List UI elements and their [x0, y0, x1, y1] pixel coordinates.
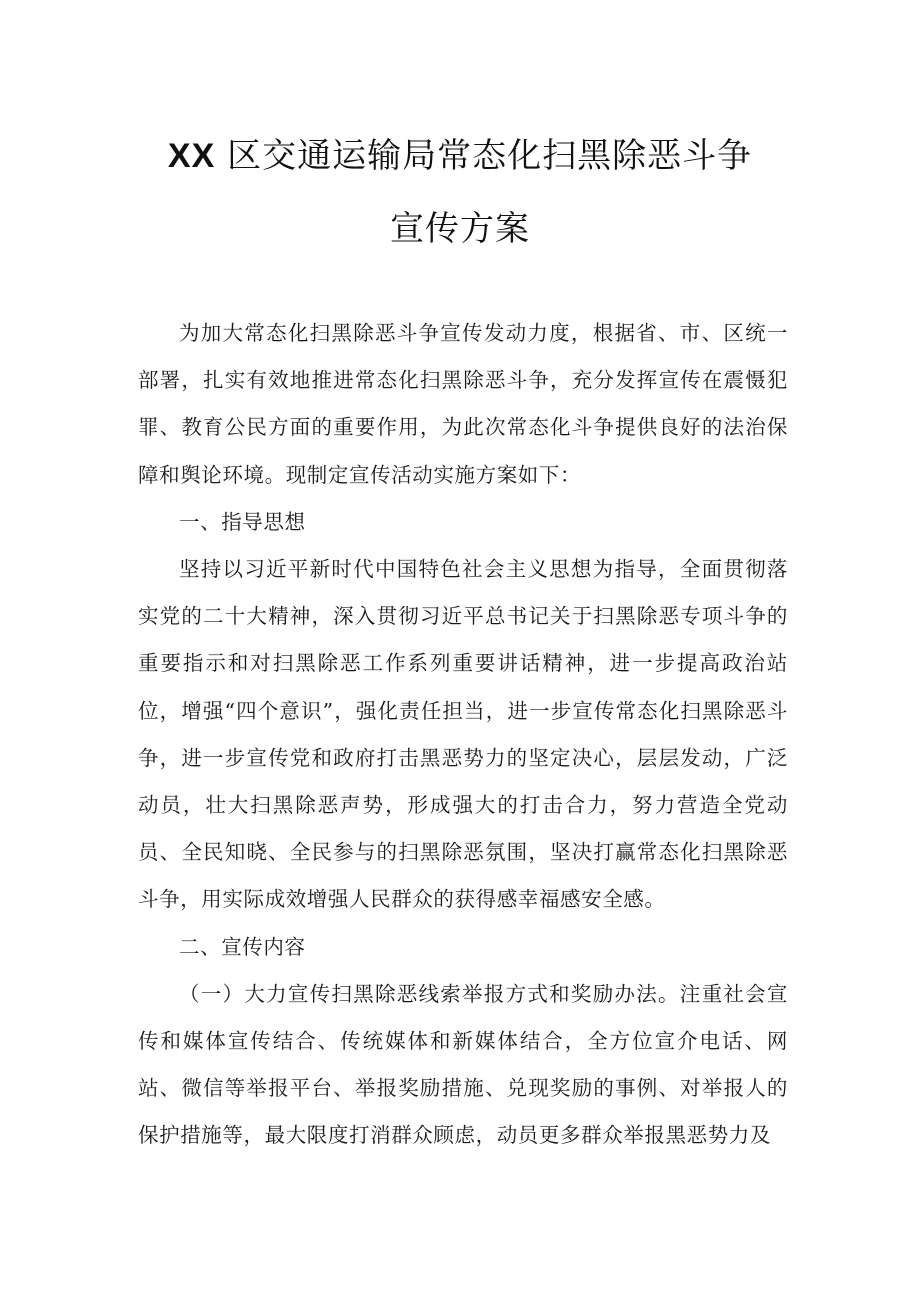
paragraph-guiding-ideology: 坚持以习近平新时代中国特色社会主义思想为指导，全面贯彻落实党的二十大精神，深入贯彻习近平总书记关于扫黑除恶专项斗争的重要指示和对扫黑除恶工作系列重要讲话精神，进一步提高政治站位，增强“四个意识”，强化责任担当，进一步宣传常态化扫黑除恶斗争，进一步宣传党和政府打击黑恶势力的坚定决心，层层发动，广泛动员，壮大扫黑除恶声势，形成强大的打击合力，努力营造全党动员、全民知晓、全民参与的扫黑除恶氛围，坚决打赢常态化扫黑除恶斗争，用实际成效增强人民群众的获得感幸福感安全感。 [138, 557, 788, 912]
paragraph-publicity-item-1: （一）大力宣传扫黑除恶线索举报方式和奖励办法。注重社会宣传和媒体宣传结合、传统媒体和新媒体结合，全方位宣介电话、网站、微信等举报平台、举报奖励措施、兑现奖励的事例、对举报人的保护措施等，最大限度打消群众顾虑，动员更多群众举报黑恶势力及 [138, 981, 788, 1148]
section-heading-guiding-ideology: 一、指导思想 [179, 509, 306, 534]
document-title-line2: 宣传方案 [390, 209, 530, 249]
title-prefix: XX [167, 137, 216, 175]
document-body [138, 310, 788, 1160]
title-line1-text: 区交通运输局常态化扫黑除恶斗争 [215, 136, 753, 176]
document-title-line1 [0, 128, 920, 177]
section-heading-publicity-content: 二、宣传内容 [179, 934, 306, 959]
paragraph-intro: 为加大常态化扫黑除恶斗争宣传发动力度，根据省、市、区统一部署，扎实有效地推进常态化扫黑除恶斗争，充分发挥宣传在震慑犯罪、教育公民方面的重要作用，为此次常态化斗争提供良好的法治保障和舆论环境。现制定宣传活动实施方案如下： [138, 321, 788, 487]
